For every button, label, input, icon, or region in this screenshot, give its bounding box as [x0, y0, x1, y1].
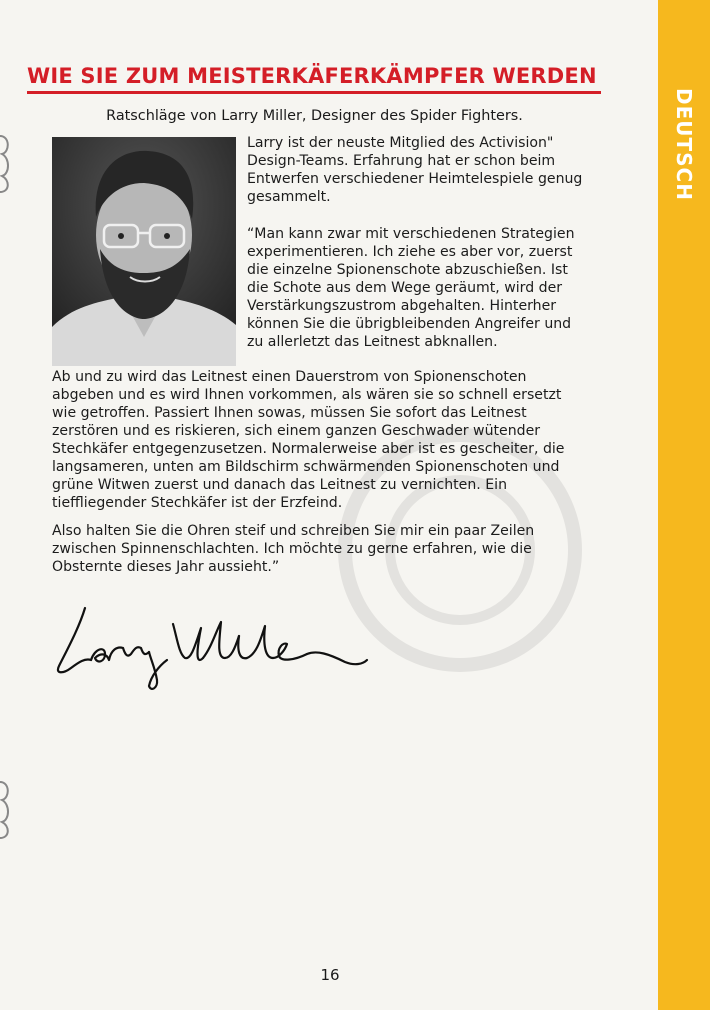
binding-wire-icon: [0, 130, 14, 196]
quote-paragraph-1: [247, 225, 592, 351]
text-line: können Sie die übrigbleibenden Angreifer und: [247, 316, 572, 332]
binding-wire-icon: [0, 776, 14, 842]
page-title: WIE SIE ZUM MEISTERKÄFERKÄMPFER WERDEN: [27, 64, 597, 88]
title-underline: [27, 91, 601, 94]
text-line: Verstärkungszustrom abgehalten. Hinterher: [247, 298, 557, 314]
text-line: Ab und zu wird das Leitnest einen Dauerstrom von Spionenschoten: [52, 369, 527, 385]
text-line: zu allerletzt das Leitnest abknallen.: [247, 334, 498, 350]
text-line: Larry ist der neuste Mitglied des Activision": [247, 135, 554, 151]
designer-portrait: [52, 137, 236, 366]
text-line: die einzelne Spionenschote abzuschießen. Ist: [247, 262, 568, 278]
text-line: Design-Teams. Erfahrung hat er schon beim: [247, 153, 556, 169]
text-line: Obsternte dieses Jahr aussieht.”: [52, 559, 280, 575]
text-line: langsameren, unten am Bildschirm schwärmenden Spionenschoten und: [52, 459, 560, 475]
text-line: abgeben und es wird Ihnen vorkommen, als wären sie so schnell ersetzt: [52, 387, 562, 403]
subtitle: Ratschläge von Larry Miller, Designer des Spider Fighters.: [106, 108, 523, 124]
text-line: die Schote aus dem Wege geräumt, wird der: [247, 280, 563, 296]
text-line: wie getroffen. Passiert Ihnen sowas, müssen Sie sofort das Leitnest: [52, 405, 527, 421]
language-tab-label: DEUTSCH: [672, 88, 696, 201]
text-line: Entwerfen verschiedener Heimtelespiele genug: [247, 171, 583, 187]
text-line: “Man kann zwar mit verschiedenen Strategien: [247, 226, 575, 242]
text-line: gesammelt.: [247, 189, 331, 205]
quote-paragraph-3: [52, 522, 607, 576]
language-tab: [658, 0, 710, 1010]
text-line: tieffliegender Stechkäfer ist der Erzfeind.: [52, 495, 343, 511]
page-number: 16: [320, 966, 340, 984]
text-line: zerstören und es riskieren, sich einem ganzen Geschwader wütender: [52, 423, 541, 439]
quote-paragraph-2: [52, 368, 607, 512]
text-line: Stechkäfer entgegenzusetzen. Normalerweise aber ist es gescheiter, die: [52, 441, 565, 457]
text-line: zwischen Spinnenschlachten. Ich möchte zu gerne erfahren, wie die: [52, 541, 532, 557]
text-line: grüne Witwen zuerst und danach das Leitnest zu vernichten. Ein: [52, 477, 507, 493]
text-line: Also halten Sie die Ohren steif und schreiben Sie mir ein paar Zeilen: [52, 523, 535, 539]
text-line: experimentieren. Ich ziehe es aber vor, zuerst: [247, 244, 573, 260]
designer-intro: [247, 134, 592, 206]
signature-icon: [45, 588, 375, 703]
